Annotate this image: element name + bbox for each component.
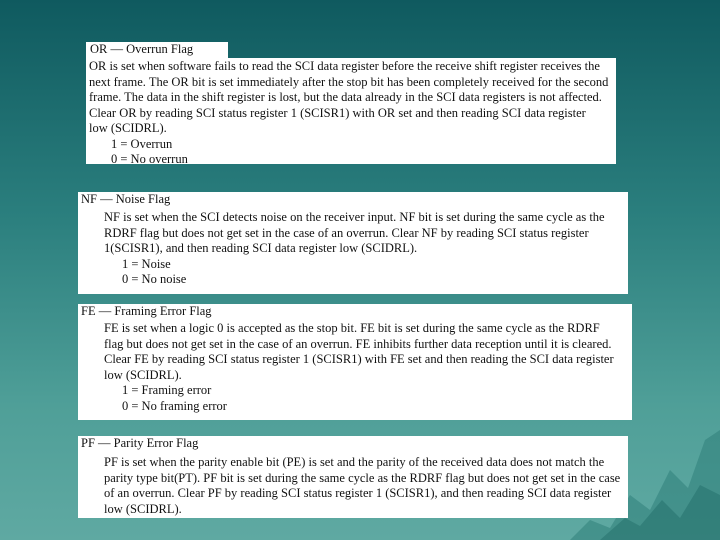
overrun-flag-title: OR — Overrun Flag <box>86 42 228 58</box>
value-line: 1 = Overrun <box>111 136 173 151</box>
description-line: Clear FE by reading SCI status register 1 (SCISR1) with FE set and then reading the SCI data register <box>104 352 614 366</box>
value-line: 0 = No noise <box>122 272 187 286</box>
description-line: FE is set when a logic 0 is accepted as the stop bit. FE bit is set during the same cycle as the RDRF <box>104 321 600 335</box>
noise-flag-description <box>82 210 628 288</box>
noise-flag-title: NF — Noise Flag <box>78 192 174 207</box>
framing-error-flag-description <box>82 321 632 414</box>
description-line: Clear OR by reading SCI status register 1 (SCISR1) with OR set and then reading SCI data register <box>89 105 586 120</box>
noise-flag-card <box>78 192 628 294</box>
parity-error-flag-description <box>82 455 628 517</box>
description-line: flag but does not get set in the case of an overrun. FE inhibits further data reception until it is cleared. <box>104 336 612 351</box>
value-line: 1 = Noise <box>122 256 171 271</box>
description-line: low (SCIDRL). <box>104 367 182 382</box>
overrun-flag-description <box>89 59 616 168</box>
description-line: OR is set when software fails to read the SCI data register before the receive shift register receives the <box>89 59 600 73</box>
description-line: of an overrun. Clear PF by reading SCI status register 1 (SCISR1), and then reading SCI data register <box>104 486 612 500</box>
description-line: parity type bit(PT). PF bit is set during the same cycle as the RDRF flag but does not get set in the case <box>104 470 621 485</box>
description-line: NF is set when the SCI detects noise on the receiver input. NF bit is set during the same cycle as the <box>104 210 605 224</box>
overrun-flag-card <box>86 58 616 164</box>
framing-error-flag-card <box>78 304 632 420</box>
description-line: 1(SCISR1), and then reading SCI data register low (SCIDRL). <box>104 241 418 255</box>
value-line: 0 = No framing error <box>122 398 227 413</box>
parity-error-flag-title: PF — Parity Error Flag <box>78 436 202 451</box>
value-line: 0 = No overrun <box>111 152 188 166</box>
description-line: frame. The data in the shift register is lost, but the data already in the SCI data registers is not affected. <box>89 90 602 104</box>
framing-error-flag-title: FE — Framing Error Flag <box>78 304 216 319</box>
description-line: low (SCIDRL). <box>104 501 182 516</box>
description-line: next frame. The OR bit is set immediately after the stop bit has been completely received for the second <box>89 74 609 89</box>
description-line: PF is set when the parity enable bit (PE) is set and the parity of the received data does not match the <box>104 455 605 469</box>
value-line: 1 = Framing error <box>122 383 212 397</box>
description-line: RDRF flag but does not get set in the case of an overrun. Clear NF by reading SCI status register <box>104 225 589 240</box>
description-line: low (SCIDRL). <box>89 121 167 135</box>
